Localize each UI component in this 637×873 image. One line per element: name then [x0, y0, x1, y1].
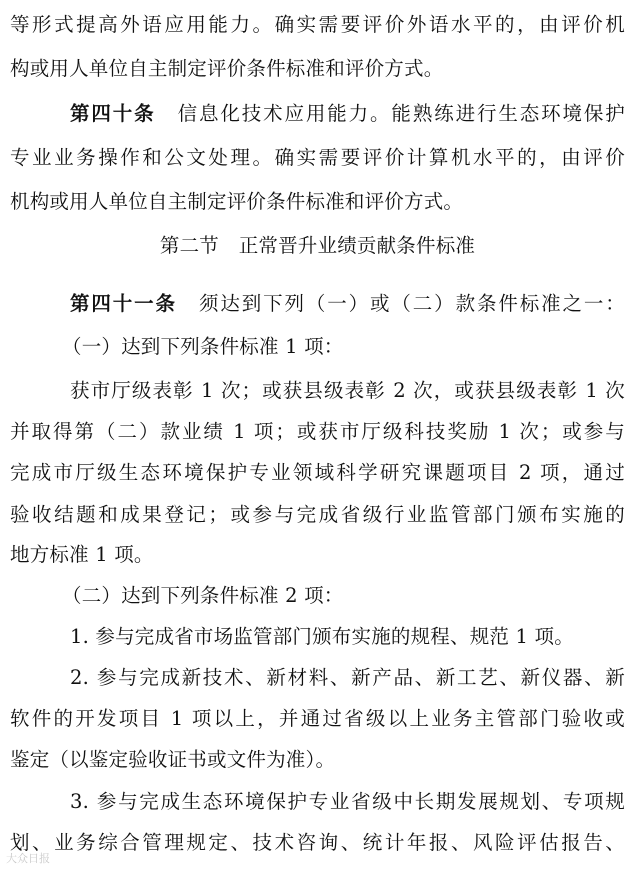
article-40-text: 信息化技术应用能力。能熟练进行生态环境保护	[177, 102, 625, 125]
article-40	[70, 101, 625, 127]
article-41-heading: 第四十一条	[70, 292, 177, 315]
text-line: 并取得第（二）款业绩 1 项；或获市厅级科技奖励 1 次；或参与	[10, 420, 625, 443]
text-line: 2. 参与完成新技术、新材料、新产品、新工艺、新仪器、新	[70, 666, 625, 689]
text-line: 地方标准 1 项。	[10, 543, 154, 566]
text-line: 等形式提高外语应用能力。确实需要评价外语水平的，由评价机	[10, 13, 625, 36]
article-40-heading: 第四十条	[70, 102, 156, 125]
text-line: 专业业务操作和公文处理。确实需要评价计算机水平的，由评价	[10, 146, 625, 169]
text-line: 1. 参与完成省市场监管部门颁布实施的规程、规范 1 项。	[70, 625, 574, 648]
text-line: 划、业务综合管理规定、技术咨询、统计年报、风险评估报告、	[10, 831, 625, 854]
text-line: 获市厅级表彰 1 次；或获县级表彰 2 次，或获县级表彰 1 次	[70, 379, 625, 402]
section-heading: 第二节 正常晋升业绩贡献条件标准	[159, 234, 476, 257]
clause-heading: （二）达到下列条件标准 2 项：	[62, 584, 344, 607]
article-41-text: 须达到下列（一）或（二）款条件标准之一：	[198, 292, 625, 315]
watermark: 大众日报	[6, 852, 50, 865]
text-line: 构或用人单位自主制定评价条件标准和评价方式。	[10, 57, 444, 80]
text-line: 完成市厅级生态环境保护专业领域科学研究课题项目 2 项，通过	[10, 461, 625, 484]
text-line: 鉴定（以鉴定验收证书或文件为准）。	[10, 748, 336, 771]
text-line: 3. 参与完成生态环境保护专业省级中长期发展规划、专项规	[70, 790, 625, 813]
text-line: 机构或用人单位自主制定评价条件标准和评价方式。	[10, 190, 464, 213]
text-line: 验收结题和成果登记；或参与完成省级行业监管部门颁布实施的	[10, 503, 625, 526]
article-41	[70, 291, 625, 317]
clause-heading: （一）达到下列条件标准 1 项：	[62, 335, 344, 358]
text-line: 软件的开发项目 1 项以上，并通过省级以上业务主管部门验收或	[10, 707, 625, 730]
